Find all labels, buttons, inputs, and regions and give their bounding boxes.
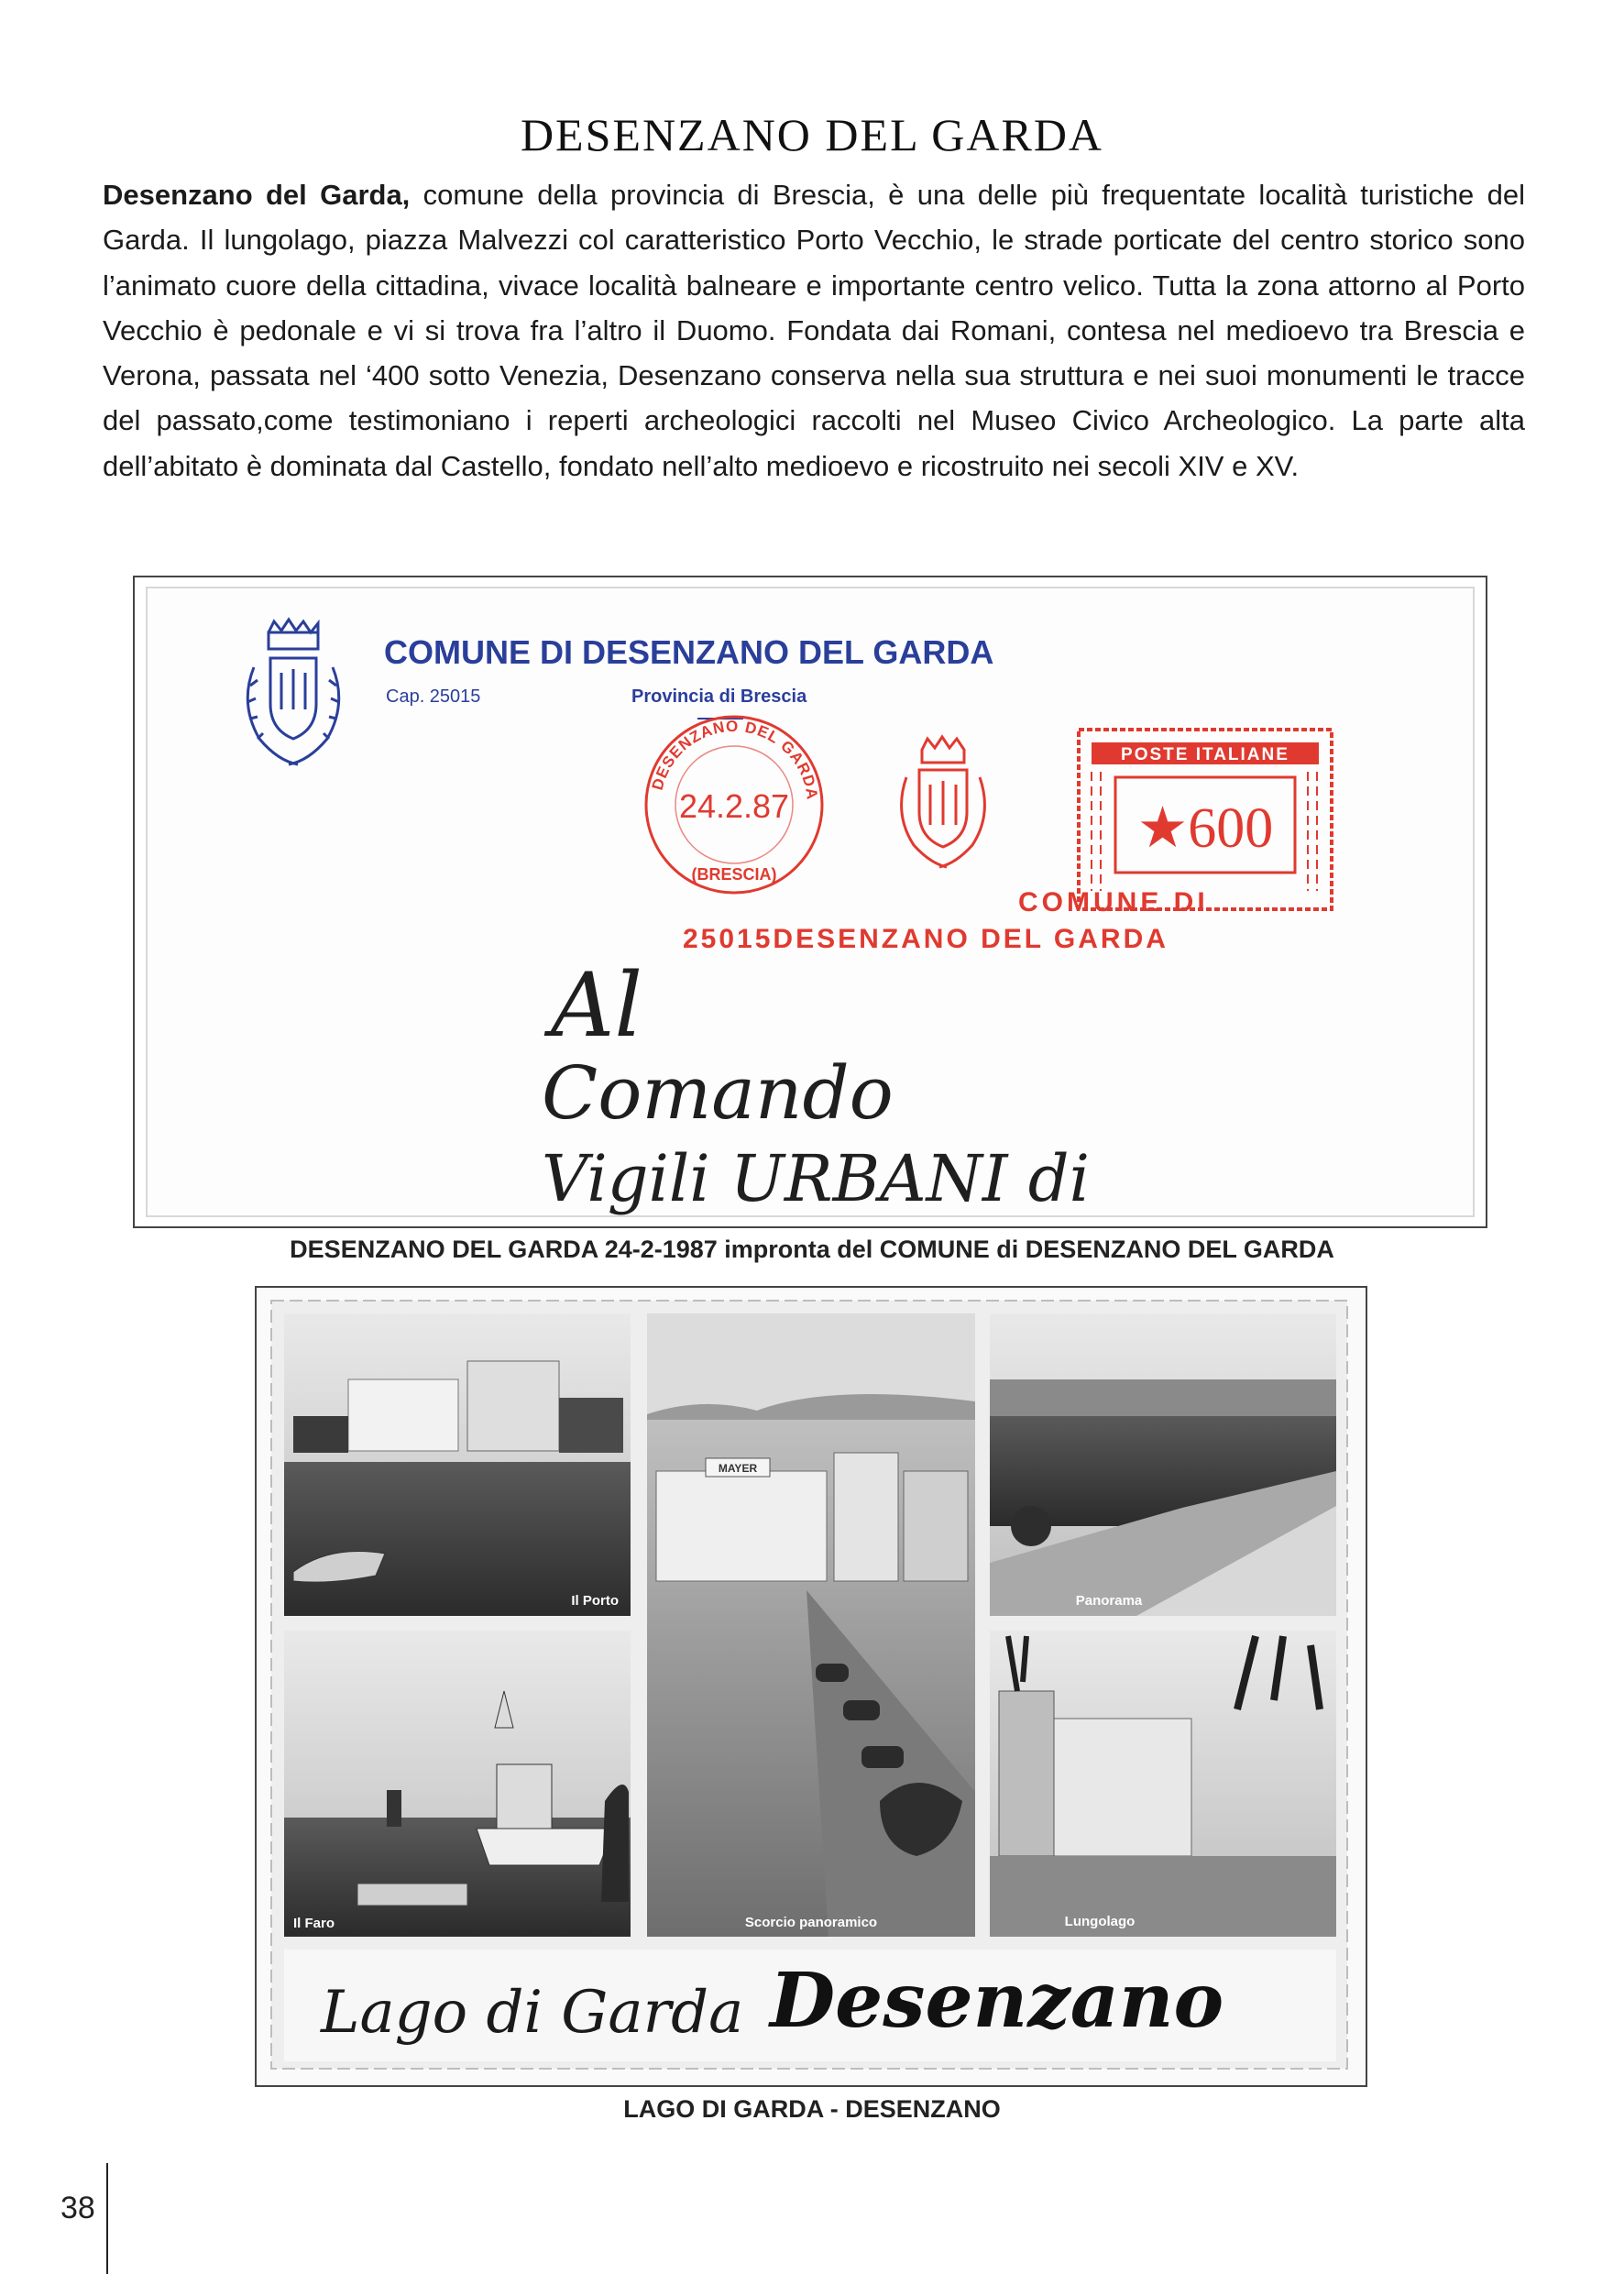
postcard-caption: LAGO DI GARDA - DESENZANO [623, 2095, 1001, 2123]
photo-panorama [990, 1313, 1336, 1616]
sender-province: Provincia di Brescia [631, 687, 807, 707]
postmark [646, 717, 822, 893]
script-desenzano: Desenzano [770, 1957, 1224, 2045]
meter-line2: 25015DESENZANO DEL GARDA [683, 924, 1169, 954]
photo-il-porto [284, 1313, 631, 1616]
handwriting-line1: Al [551, 954, 643, 1057]
postmark-town: DESENZANO DEL GARDA [648, 717, 822, 802]
blue-coat-of-arms-icon [247, 620, 339, 764]
red-coat-of-arms-icon [902, 737, 985, 867]
label-scorcio: Scorcio panoramico [744, 1915, 878, 1930]
envelope-frame [133, 576, 1487, 1228]
page-number-rule [106, 2163, 108, 2274]
meter-header: POSTE ITALIANE [1121, 745, 1289, 764]
photo-scorcio-panoramico [647, 1313, 975, 1937]
photo-lungolago [990, 1631, 1336, 1937]
handwritten-address [542, 954, 1090, 1216]
sender-name: COMUNE DI DESENZANO DEL GARDA [384, 633, 994, 671]
envelope [146, 587, 1475, 1217]
label-lungolago: Lungolago [1064, 1914, 1136, 1929]
label-faro: Il Faro [293, 1916, 335, 1931]
label-panorama: Panorama [1075, 1593, 1143, 1609]
photo-il-faro [284, 1631, 631, 1937]
intro-bold: Desenzano del Garda, [103, 179, 411, 211]
meter-value: ★600 [1136, 797, 1274, 860]
script-lago-di-garda: Lago di Garda [321, 1979, 744, 2047]
hotel-sign: MAYER [718, 1462, 758, 1475]
postcard-frame [255, 1286, 1367, 2087]
label-porto: Il Porto [571, 1593, 619, 1609]
intro-paragraph [103, 172, 1525, 489]
meter-line1: COMUNE DI [1018, 887, 1209, 917]
sender-cap: Cap. 25015 [386, 687, 481, 707]
postcard-artwork [257, 1288, 1366, 2085]
intro-text: comune della provincia di Brescia, è una delle più frequentate località turistiche del Garda. Il lungolago, piazza Malvezzi col caratteristico Porto Vecchio, le strade porticate del centro storico sono l’animato cuore della cittadina, vivace località balneare e importante centro velico. Tutta la zona attorno al Porto Vecchio è pedonale e vi si trova fra l’altro il Duomo. Fondata dai Romani, contesa nel medioevo tra Brescia e Verona, passata nel ‘400 sotto Venezia, Desenzano conserva nella sua struttura e nei suoi monumenti le tracce del passato,come testimoniano i reperti archeologici raccolti nel Museo Civico Archeologico. La parte alta dell’abitato è dominata dal Castello, fondato nell’alto medioevo e ricostruito nei secoli XIV e XV. [103, 179, 1525, 482]
postcard-banner [284, 1950, 1336, 2061]
page-title: DESENZANO DEL GARDA [520, 109, 1104, 160]
envelope-artwork [148, 588, 1476, 1219]
envelope-caption: DESENZANO DEL GARDA 24-2-1987 impronta del COMUNE di DESENZANO DEL GARDA [290, 1236, 1334, 1263]
postmark-province: (BRESCIA) [691, 865, 777, 884]
handwriting-line2: Comando [542, 1050, 894, 1136]
postmark-date: 24.2.87 [678, 787, 790, 825]
page-number: 38 [60, 2191, 95, 2225]
handwriting-line3: Vigili URBANI di [542, 1141, 1090, 1216]
